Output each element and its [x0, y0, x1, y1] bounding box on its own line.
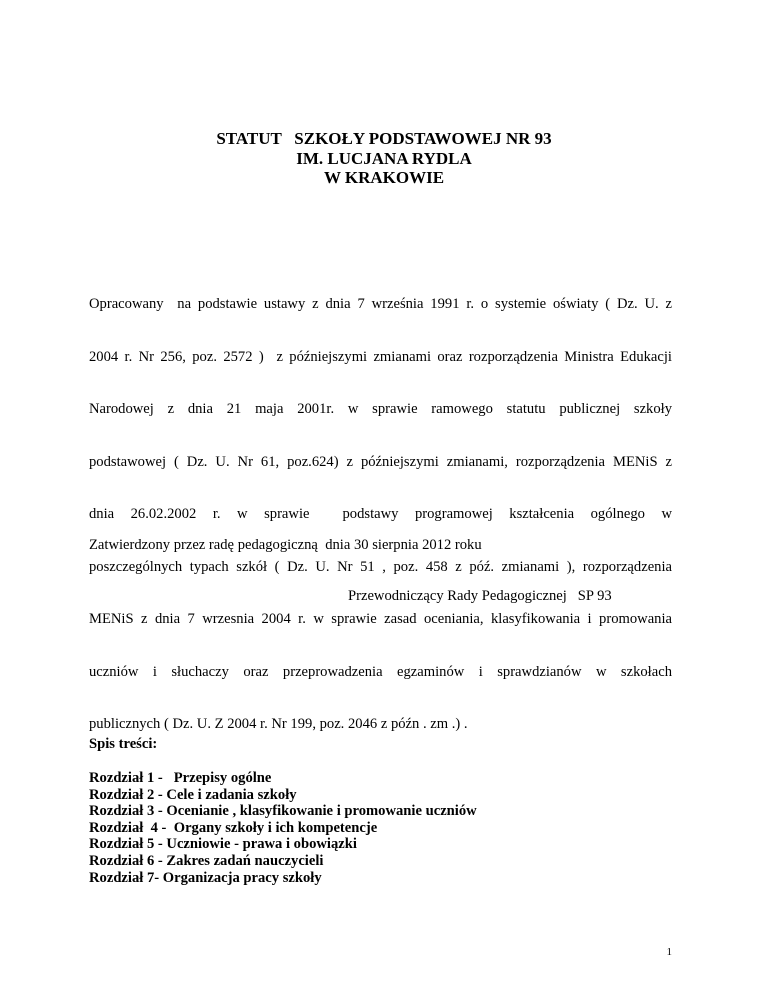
toc-item: Rozdział 4 - Organy szkoły i ich kompetencje: [89, 819, 378, 836]
chair-signature-line: Przewodniczący Rady Pedagogicznej SP 93: [348, 588, 612, 604]
toc-item: Rozdział 1 - Przepisy ogólne: [89, 770, 272, 786]
toc-item: Rozdział 7- Organizacja pracy szkoły: [89, 869, 322, 886]
toc-item: Rozdział 6 - Zakres zadań nauczycieli: [89, 852, 324, 869]
title-line-2: IM. LUCJANA RYDLA: [296, 148, 472, 168]
toc-item: Rozdział 3 - Ocenianie , klasyfikowanie i promowanie uczniów: [89, 803, 477, 820]
title-line-1: STATUT SZKOŁY PODSTAWOWEJ NR 93: [216, 129, 552, 148]
intro-line-9: publicznych ( Dz. U. Z 2004 r. Nr 199, poz. 2046 z późn . zm .) .: [89, 716, 468, 732]
intro-line-8: uczniów i słuchaczy oraz przeprowadzenia egzaminów i sprawdzianów w szkołach: [89, 663, 672, 680]
toc-item: Rozdział 5 - Uczniowie - prawa i obowiązki: [89, 836, 357, 853]
title-line-3: W KRAKOWIE: [323, 168, 445, 187]
document-title: [0, 129, 768, 188]
toc-heading: Spis treści:: [89, 736, 158, 752]
intro-line-4: podstawowej ( Dz. U. Nr 61, poz.624) z późniejszymi zmianami, rozporządzenia MENiS z: [89, 453, 672, 470]
page-number: 1: [666, 946, 672, 958]
table-of-contents: [89, 770, 477, 886]
approval-statement: Zatwierdzony przez radę pedagogiczną dnia 30 sierpnia 2012 roku: [89, 537, 482, 553]
intro-line-3: Narodowej z dnia 21 maja 2001r. w sprawie ramowego statutu publicznej szkoły: [89, 401, 672, 417]
intro-line-6: poszczególnych typach szkół ( Dz. U. Nr 51 , poz. 458 z póź. zmianami ), rozporządzenia: [89, 558, 672, 575]
intro-line-5: dnia 26.02.2002 r. w sprawie podstawy programowej kształcenia ogólnego w: [89, 506, 672, 522]
toc-item: Rozdział 2 - Cele i zadania szkoły: [89, 786, 297, 803]
intro-line-2: 2004 r. Nr 256, poz. 2572 ) z późniejszymi zmianami oraz rozporządzenia Ministra Edukacji: [89, 348, 672, 365]
intro-line-7: MENiS z dnia 7 wrzesnia 2004 r. w sprawie zasad oceniania, klasyfikowania i promowania: [89, 611, 672, 627]
intro-line-1: Opracowany na podstawie ustawy z dnia 7 września 1991 r. o systemie oświaty ( Dz. U. z: [89, 296, 672, 312]
intro-paragraph: [89, 261, 672, 769]
